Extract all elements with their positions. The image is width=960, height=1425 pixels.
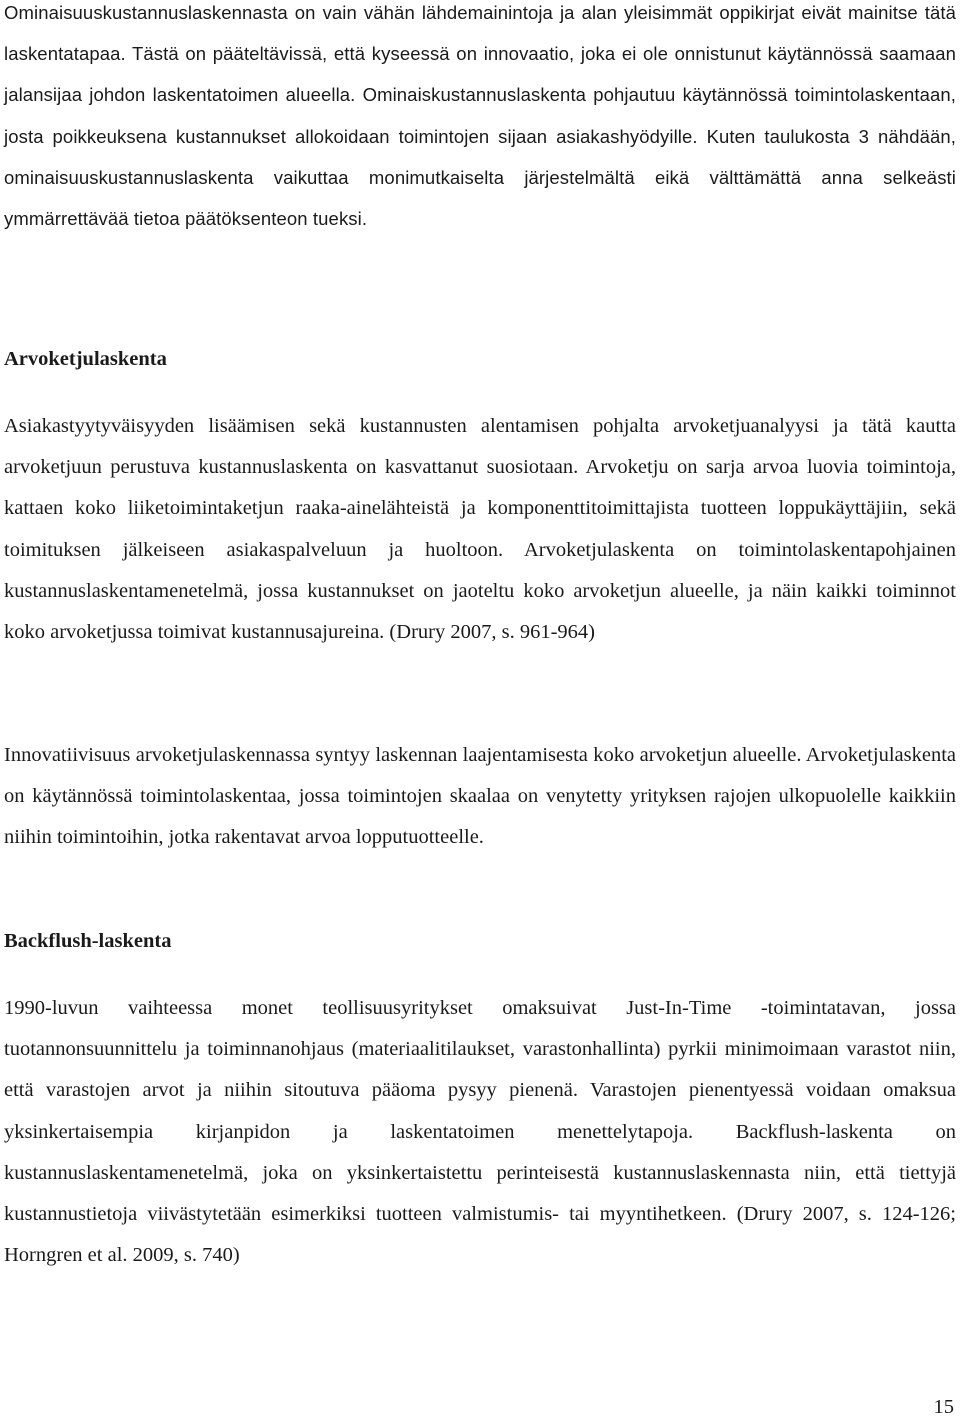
backflush-paragraph: 1990-luvun vaihteessa monet teollisuusyritykset omaksuivat Just-In-Time -toimintatavan, jossa tuotannonsuunnittelu ja toiminnanohjaus (materiaalitilaukset, varastonhallinta) pyrkii minimoimaan varastot niin, että varastojen arvot ja niihin sitoutuva pääoma pysyy pienenä. Varastojen pienentyessä voidaan omaksua yksinkertaisempia kirjanpidon ja laskentatoimen menettelytapoja. Backflush-laskenta on kustannuslaskentamenetelmä, joka on yksinkertaistettu perinteisestä kustannuslaskennasta niin, että tiettyjä kustannustietoja viivästytetään esimerkiksi tuotteen valmistumis- tai myyntihetkeen. (Drury 2007, s. 124-126; Horngren et al. 2009, s. 740) <box>4 997 956 1267</box>
arvoketju-paragraph-2: Innovatiivisuus arvoketjulaskennassa syntyy laskennan laajentamisesta koko arvoketjun alueelle. Arvoketjulaskenta on käytännössä toimintolaskentaa, jossa toimintojen skaalaa on venytetty yrityksen rajojen ulkopuolelle kaikkiin niihin toimintoihin, jotka rakentavat arvoa lopputuotteelle. <box>4 744 956 849</box>
intro-paragraph: Ominaisuuskustannuslaskennasta on vain vähän lähdemainintoja ja alan yleisimmät oppikirjat eivät mainitse tätä laskentatapaa. Tästä on pääteltävissä, että kyseessä on innovaatio, joka ei ole onnistunut käytännössä saamaan jalansijaa johdon laskentatoimen alueella. Ominaiskustannuslaskenta pohjautuu käytännössä toimintolaskentaan, josta poikkeuksena kustannukset allokoidaan toimintojen sijaan asiakashyödyille. Kuten taulukosta 3 nähdään, ominaisuuskustannuslaskenta vaikuttaa monimutkaiselta järjestelmältä eikä välttämättä anna selkeästi ymmärrettävää tietoa päätöksenteon tueksi. <box>4 2 956 230</box>
section-heading-arvoketjulaskenta: Arvoketjulaskenta <box>4 348 167 370</box>
page-number: 15 <box>933 1396 954 1418</box>
arvoketju-paragraph-1: Asiakastyytyväisyyden lisäämisen sekä kustannusten alentamisen pohjalta arvoketjuanalyysi ja tätä kautta arvoketjuun perustuva kustannuslaskenta on kasvattanut suosiotaan. Arvoketju on sarja arvoa luovia toimintoja, kattaen koko liiketoimintaketjun raaka-ainelähteistä ja komponenttitoimittajista tuotteen loppukäyttäjiin, sekä toimituksen jälkeiseen asiakaspalveluun ja huoltoon. Arvoketjulaskenta on toimintolaskentapohjainen kustannuslaskentamenetelmä, jossa kustannukset on jaoteltu koko arvoketjun alueelle, ja näin kaikki toiminnot koko arvoketjussa toimivat kustannusajureina. (Drury 2007, s. 961-964) <box>4 415 956 644</box>
section-heading-backflush: Backflush-laskenta <box>4 930 172 952</box>
